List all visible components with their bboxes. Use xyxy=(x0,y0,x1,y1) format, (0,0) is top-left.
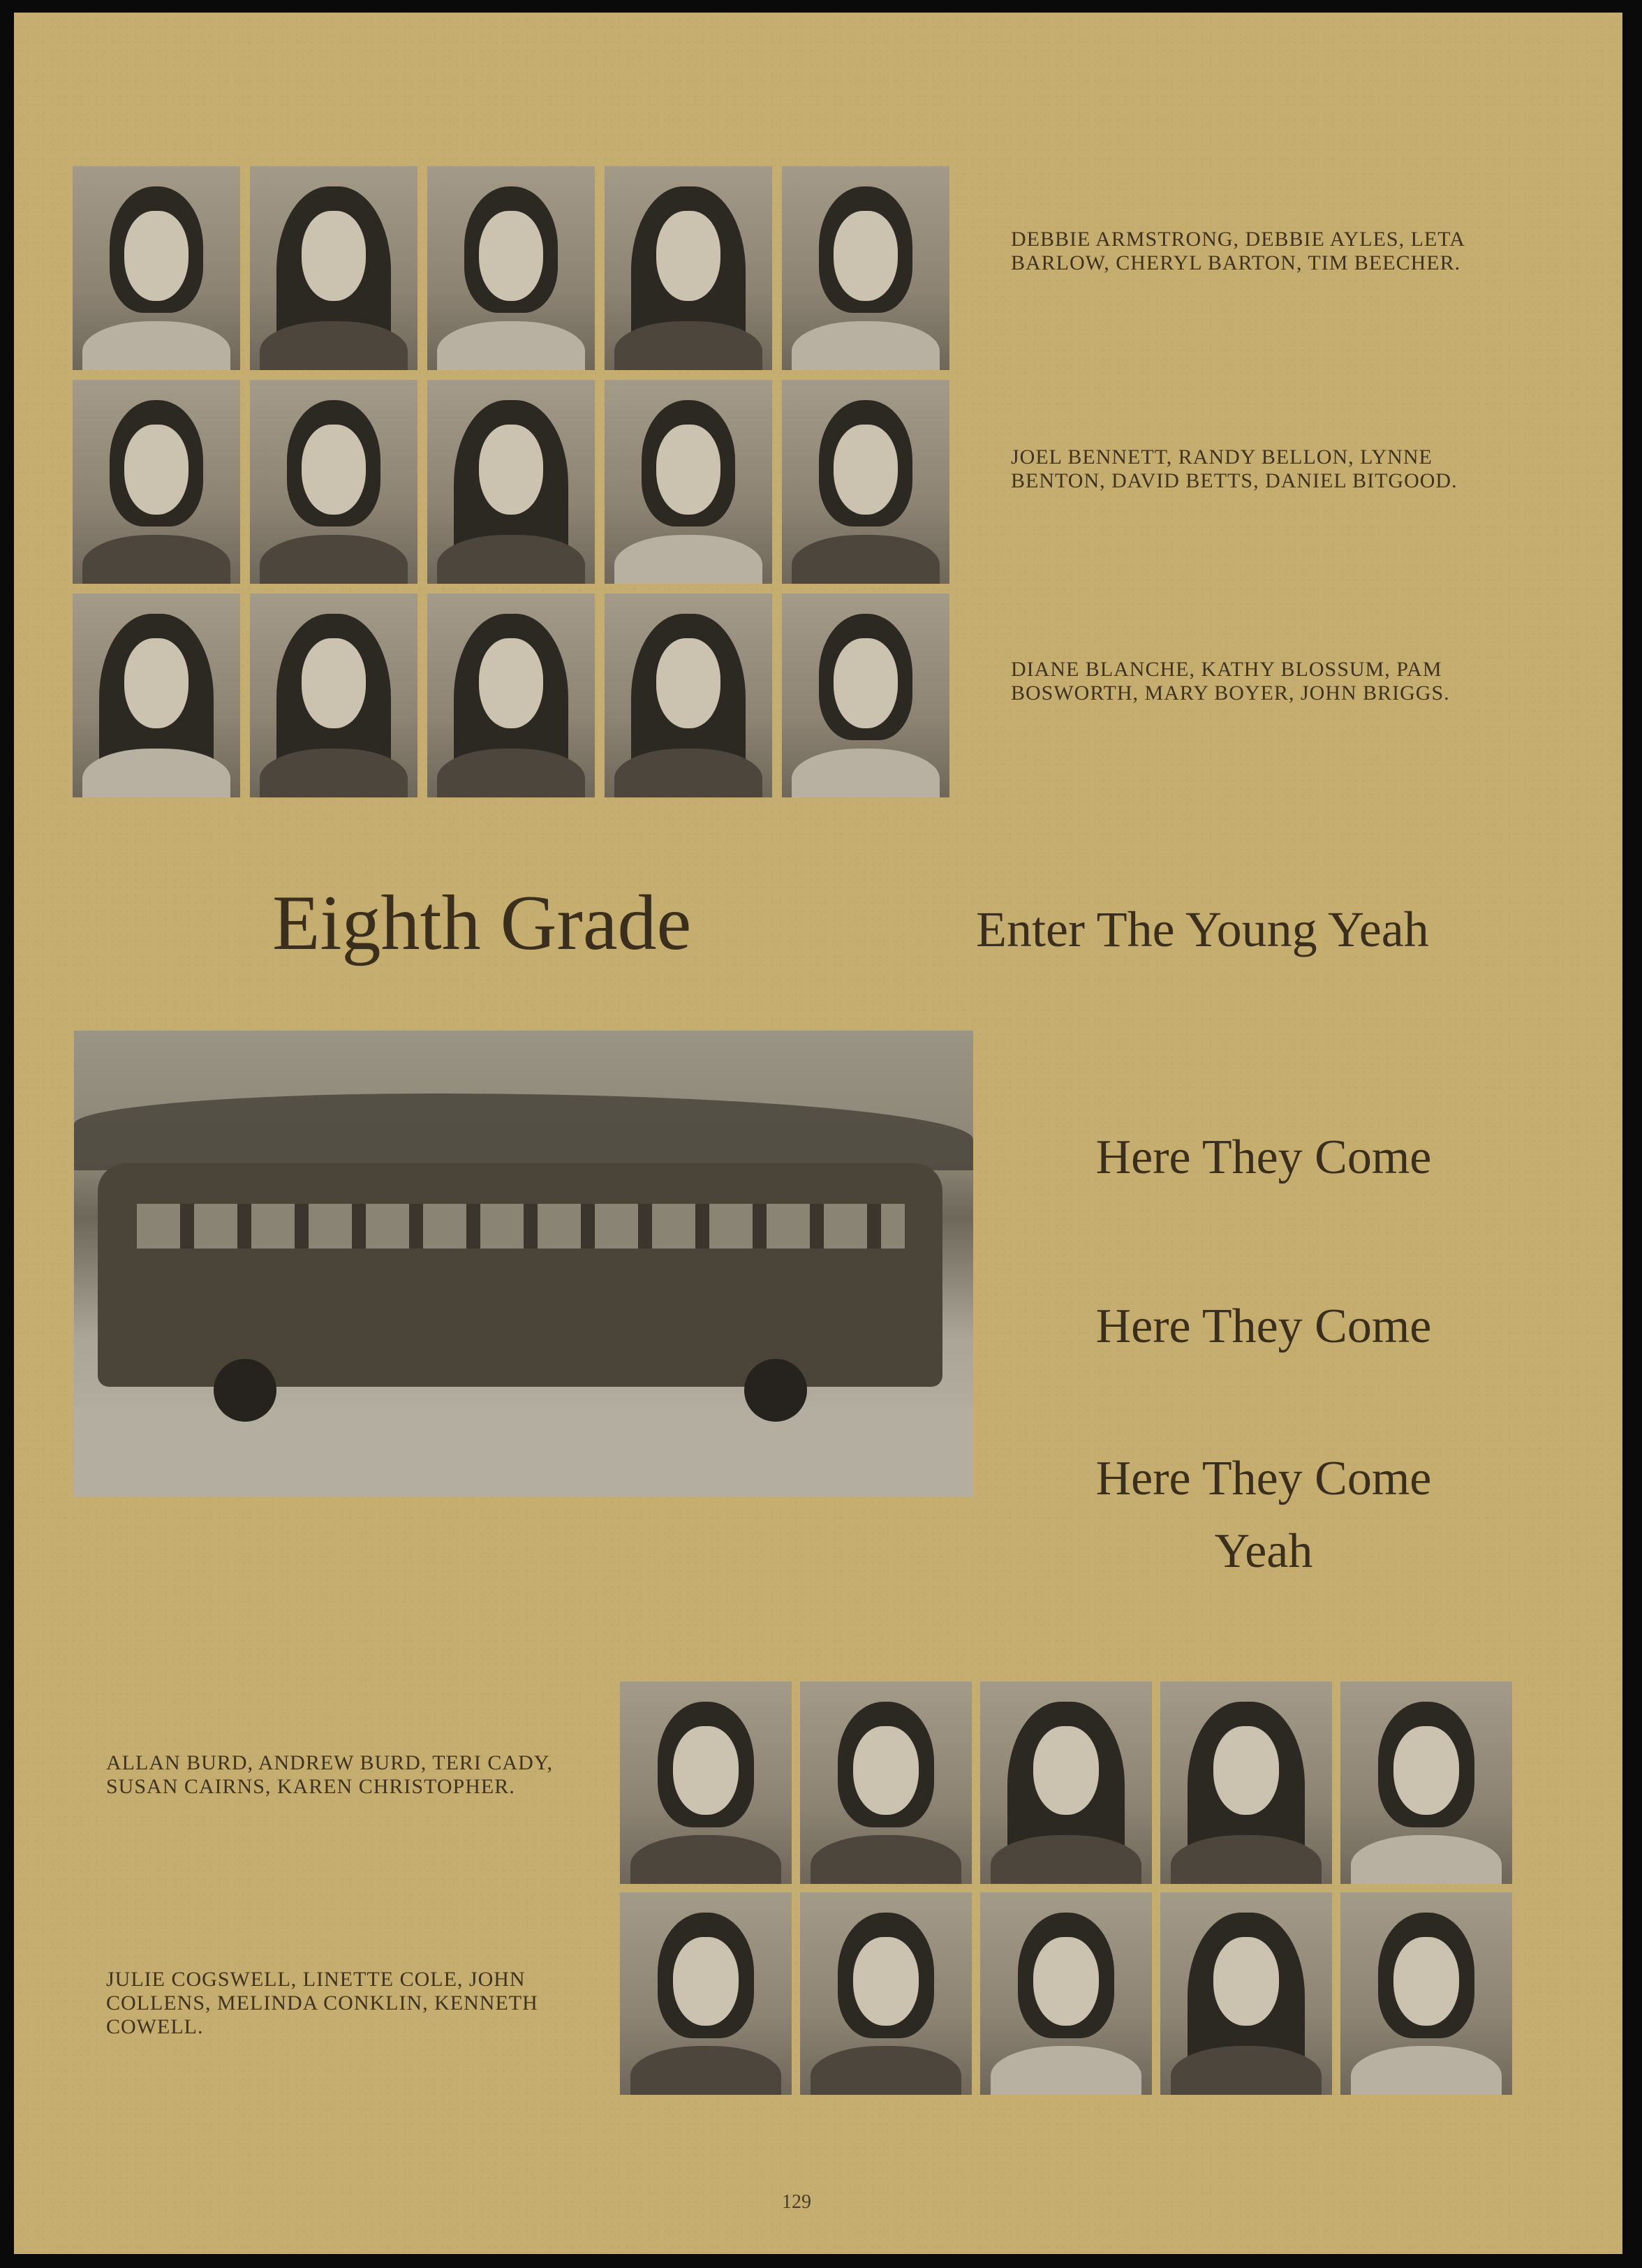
portrait-photo xyxy=(1160,1892,1332,2095)
portrait-photo xyxy=(1160,1681,1332,1884)
portrait-photo xyxy=(800,1892,972,2095)
portrait-photo xyxy=(782,594,949,797)
caption-row-2: JOEL BENNETT, RANDY BELLON, LYNNE BENTON, DAVID BETTS, DANIEL BITGOOD. xyxy=(1011,446,1458,492)
portrait-photo xyxy=(782,380,949,584)
portrait-photo xyxy=(605,594,772,797)
portrait-photo xyxy=(427,594,595,797)
portrait-photo xyxy=(1340,1892,1512,2095)
portrait-photo xyxy=(250,166,417,370)
portrait-photo xyxy=(1340,1681,1512,1884)
portrait-photo xyxy=(620,1892,792,2095)
yearbook-page xyxy=(14,13,1622,2254)
chant-line-2: Here They Come xyxy=(1095,1299,1432,1353)
portrait-photo xyxy=(73,166,240,370)
portrait-photo xyxy=(427,380,595,584)
portrait-photo xyxy=(427,166,595,370)
portrait-photo xyxy=(73,594,240,797)
portrait-photo xyxy=(980,1681,1152,1884)
page-number: 129 xyxy=(782,2191,811,2213)
portrait-photo xyxy=(605,380,772,584)
caption-row-3: DIANE BLANCHE, KATHY BLOSSUM, PAM BOSWORTH, MARY BOYER, JOHN BRIGGS. xyxy=(1011,658,1450,705)
page-subtitle: Enter The Young Yeah xyxy=(976,901,1429,957)
chant-line-3: Here They Come xyxy=(1095,1452,1432,1505)
chant-line-1: Here They Come xyxy=(1095,1131,1432,1184)
chant-line-4: Yeah xyxy=(1214,1524,1313,1578)
school-bus-photo xyxy=(74,1031,973,1497)
portrait-photo xyxy=(250,594,417,797)
portrait-photo xyxy=(605,166,772,370)
portrait-photo xyxy=(250,380,417,584)
portrait-photo xyxy=(800,1681,972,1884)
portrait-grid-top xyxy=(73,166,949,797)
portrait-photo xyxy=(620,1681,792,1884)
caption-row-1: DEBBIE ARMSTRONG, DEBBIE AYLES, LETA BARLOW, CHERYL BARTON, TIM BEECHER. xyxy=(1011,228,1465,274)
page-title: Eighth Grade xyxy=(272,880,692,966)
caption-row-5: JULIE COGSWELL, LINETTE COLE, JOHN COLLENS, MELINDA CONKLIN, KENNETH COWELL. xyxy=(106,1968,538,2038)
portrait-photo xyxy=(980,1892,1152,2095)
portrait-photo xyxy=(73,380,240,584)
portrait-grid-bottom xyxy=(620,1681,1512,2095)
portrait-photo xyxy=(782,166,949,370)
caption-row-4: ALLAN BURD, ANDREW BURD, TERI CADY, SUSAN CAIRNS, KAREN CHRISTOPHER. xyxy=(106,1751,554,1798)
